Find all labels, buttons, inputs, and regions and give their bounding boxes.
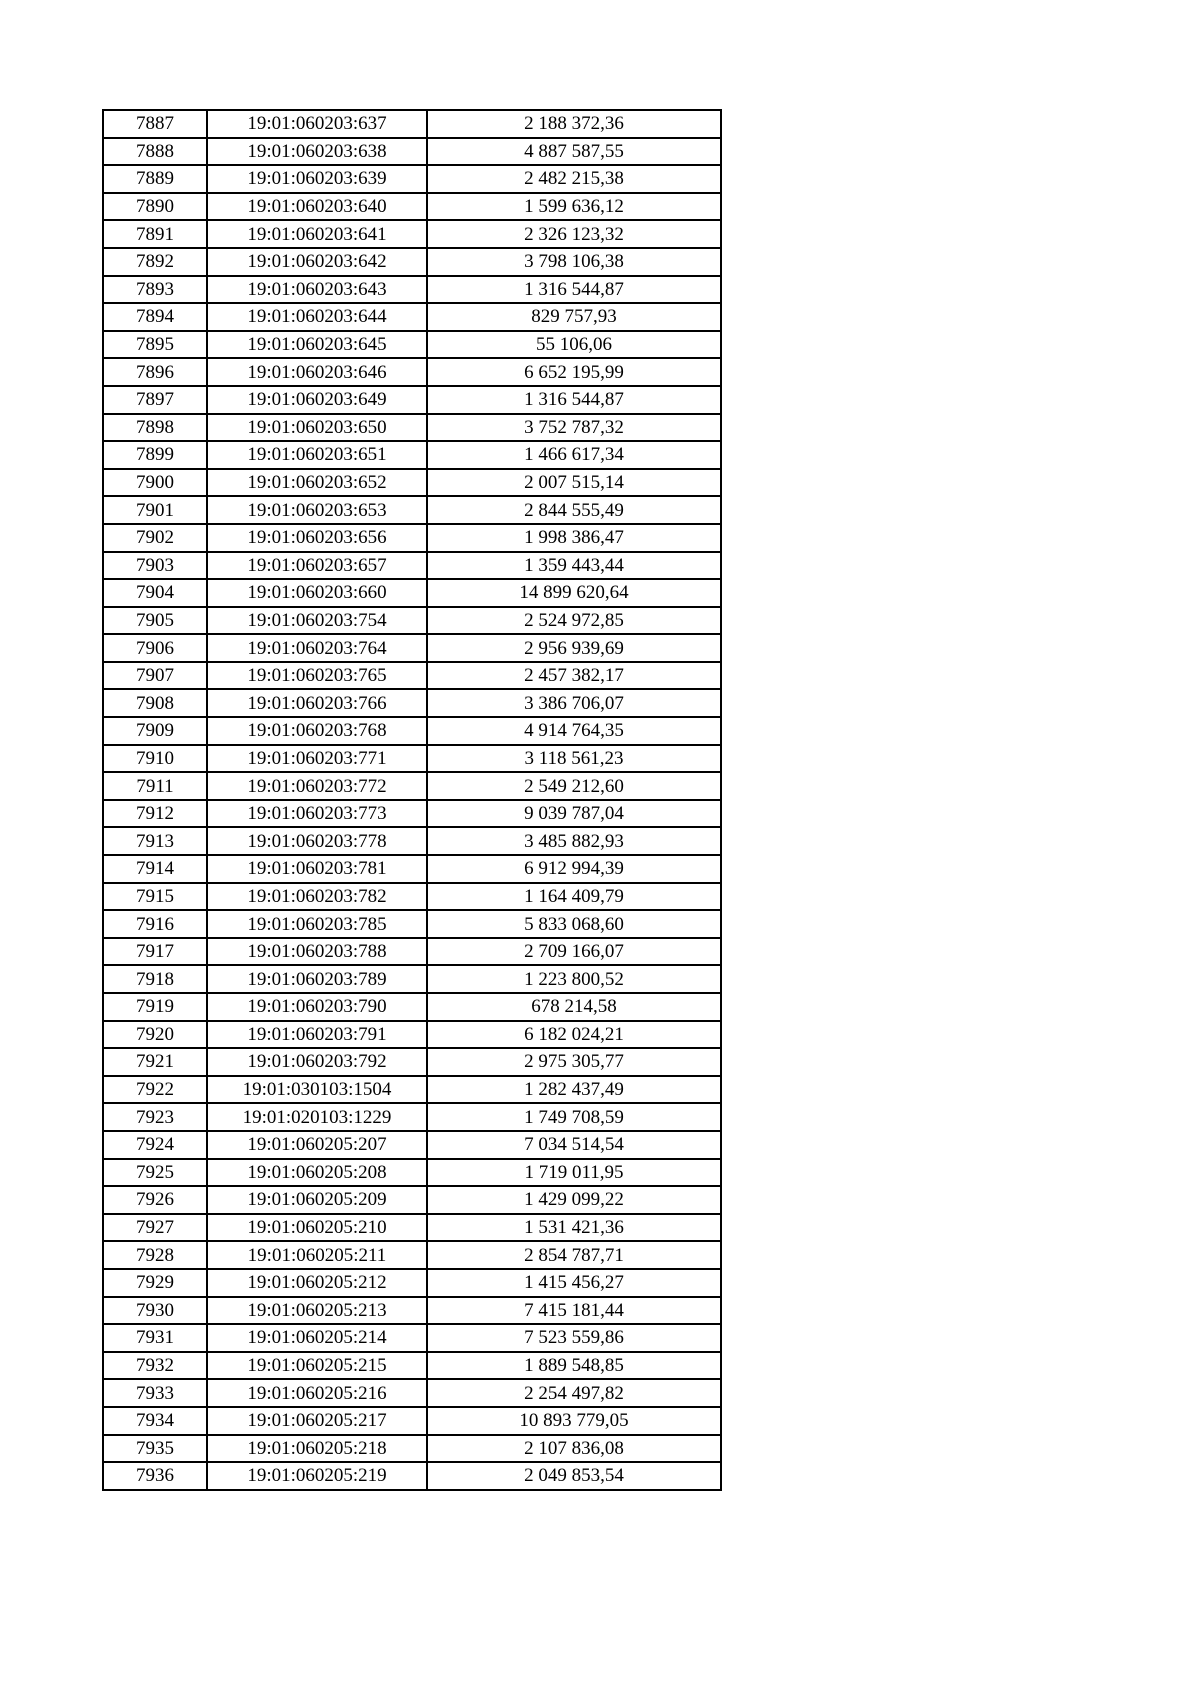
cadastral-value-cell: 1 749 708,59 <box>427 1103 721 1131</box>
cadastral-value-table <box>102 109 722 1491</box>
cadastral-number-cell: 19:01:030103:1504 <box>207 1076 427 1104</box>
row-number-cell: 7930 <box>103 1297 207 1325</box>
cadastral-value-cell: 1 282 437,49 <box>427 1076 721 1104</box>
row-number-cell: 7915 <box>103 883 207 911</box>
cadastral-number-cell: 19:01:060205:208 <box>207 1159 427 1187</box>
cadastral-value-cell: 9 039 787,04 <box>427 800 721 828</box>
table-row <box>103 441 721 469</box>
cadastral-value-cell: 10 893 779,05 <box>427 1407 721 1435</box>
table-row <box>103 938 721 966</box>
row-number-cell: 7917 <box>103 938 207 966</box>
table-row <box>103 579 721 607</box>
cadastral-value-cell: 829 757,93 <box>427 303 721 331</box>
cadastral-value-cell: 2 326 123,32 <box>427 220 721 248</box>
table-row <box>103 1214 721 1242</box>
row-number-cell: 7923 <box>103 1103 207 1131</box>
row-number-cell: 7904 <box>103 579 207 607</box>
cadastral-value-cell: 1 531 421,36 <box>427 1214 721 1242</box>
cadastral-value-cell: 678 214,58 <box>427 993 721 1021</box>
cadastral-number-cell: 19:01:060203:652 <box>207 469 427 497</box>
table-row <box>103 662 721 690</box>
table-row <box>103 386 721 414</box>
row-number-cell: 7903 <box>103 552 207 580</box>
table-row <box>103 910 721 938</box>
table-row <box>103 469 721 497</box>
row-number-cell: 7899 <box>103 441 207 469</box>
cadastral-number-cell: 19:01:060203:637 <box>207 110 427 138</box>
cadastral-number-cell: 19:01:060203:644 <box>207 303 427 331</box>
cadastral-value-cell: 3 118 561,23 <box>427 745 721 773</box>
cadastral-number-cell: 19:01:060203:646 <box>207 358 427 386</box>
table-row <box>103 883 721 911</box>
table-row <box>103 717 721 745</box>
row-number-cell: 7896 <box>103 358 207 386</box>
table-row <box>103 1241 721 1269</box>
cadastral-value-cell: 2 107 836,08 <box>427 1435 721 1463</box>
table-row <box>103 607 721 635</box>
cadastral-number-cell: 19:01:060203:771 <box>207 745 427 773</box>
cadastral-number-cell: 19:01:060203:651 <box>207 441 427 469</box>
cadastral-value-cell: 6 912 994,39 <box>427 855 721 883</box>
row-number-cell: 7906 <box>103 634 207 662</box>
table-row <box>103 1269 721 1297</box>
table-row <box>103 1076 721 1104</box>
cadastral-number-cell: 19:01:060203:791 <box>207 1021 427 1049</box>
row-number-cell: 7931 <box>103 1324 207 1352</box>
cadastral-value-cell: 2 549 212,60 <box>427 772 721 800</box>
table-row <box>103 689 721 717</box>
cadastral-number-cell: 19:01:060205:211 <box>207 1241 427 1269</box>
row-number-cell: 7892 <box>103 248 207 276</box>
row-number-cell: 7888 <box>103 138 207 166</box>
table-row <box>103 634 721 662</box>
cadastral-value-cell: 2 482 215,38 <box>427 165 721 193</box>
cadastral-value-cell: 2 007 515,14 <box>427 469 721 497</box>
table-row <box>103 303 721 331</box>
table-row <box>103 220 721 248</box>
row-number-cell: 7916 <box>103 910 207 938</box>
cadastral-value-cell: 1 429 099,22 <box>427 1186 721 1214</box>
table-row <box>103 1462 721 1490</box>
cadastral-number-cell: 19:01:060203:660 <box>207 579 427 607</box>
cadastral-number-cell: 19:01:060203:789 <box>207 965 427 993</box>
table-row <box>103 138 721 166</box>
cadastral-value-cell: 5 833 068,60 <box>427 910 721 938</box>
cadastral-number-cell: 19:01:060203:638 <box>207 138 427 166</box>
cadastral-value-cell: 2 254 497,82 <box>427 1379 721 1407</box>
cadastral-value-cell: 2 854 787,71 <box>427 1241 721 1269</box>
row-number-cell: 7920 <box>103 1021 207 1049</box>
row-number-cell: 7912 <box>103 800 207 828</box>
table-row <box>103 1159 721 1187</box>
cadastral-value-cell: 2 524 972,85 <box>427 607 721 635</box>
cadastral-number-cell: 19:01:060205:218 <box>207 1435 427 1463</box>
cadastral-number-cell: 19:01:060203:785 <box>207 910 427 938</box>
row-number-cell: 7928 <box>103 1241 207 1269</box>
cadastral-value-cell: 1 889 548,85 <box>427 1352 721 1380</box>
cadastral-value-cell: 1 359 443,44 <box>427 552 721 580</box>
row-number-cell: 7895 <box>103 331 207 359</box>
table-row <box>103 193 721 221</box>
cadastral-number-cell: 19:01:060205:215 <box>207 1352 427 1380</box>
cadastral-number-cell: 19:01:060205:219 <box>207 1462 427 1490</box>
row-number-cell: 7893 <box>103 276 207 304</box>
row-number-cell: 7910 <box>103 745 207 773</box>
table-row <box>103 827 721 855</box>
cadastral-number-cell: 19:01:060203:656 <box>207 524 427 552</box>
table-row <box>103 552 721 580</box>
cadastral-value-cell: 3 752 787,32 <box>427 414 721 442</box>
table-row <box>103 1103 721 1131</box>
cadastral-value-cell: 1 599 636,12 <box>427 193 721 221</box>
cadastral-number-cell: 19:01:060203:792 <box>207 1048 427 1076</box>
cadastral-number-cell: 19:01:060205:209 <box>207 1186 427 1214</box>
row-number-cell: 7921 <box>103 1048 207 1076</box>
table-row <box>103 745 721 773</box>
cadastral-number-cell: 19:01:060203:640 <box>207 193 427 221</box>
table-row <box>103 414 721 442</box>
cadastral-value-cell: 3 386 706,07 <box>427 689 721 717</box>
table-row <box>103 993 721 1021</box>
row-number-cell: 7898 <box>103 414 207 442</box>
row-number-cell: 7934 <box>103 1407 207 1435</box>
table-row <box>103 800 721 828</box>
row-number-cell: 7932 <box>103 1352 207 1380</box>
cadastral-value-cell: 55 106,06 <box>427 331 721 359</box>
cadastral-number-cell: 19:01:020103:1229 <box>207 1103 427 1131</box>
cadastral-number-cell: 19:01:060203:778 <box>207 827 427 855</box>
row-number-cell: 7913 <box>103 827 207 855</box>
cadastral-value-cell: 2 188 372,36 <box>427 110 721 138</box>
row-number-cell: 7897 <box>103 386 207 414</box>
cadastral-value-cell: 1 316 544,87 <box>427 386 721 414</box>
row-number-cell: 7924 <box>103 1131 207 1159</box>
cadastral-number-cell: 19:01:060205:210 <box>207 1214 427 1242</box>
cadastral-value-cell: 2 844 555,49 <box>427 496 721 524</box>
table-row <box>103 248 721 276</box>
cadastral-number-cell: 19:01:060203:645 <box>207 331 427 359</box>
cadastral-number-cell: 19:01:060203:754 <box>207 607 427 635</box>
cadastral-number-cell: 19:01:060203:642 <box>207 248 427 276</box>
cadastral-number-cell: 19:01:060203:657 <box>207 552 427 580</box>
table-row <box>103 524 721 552</box>
table-row <box>103 1021 721 1049</box>
cadastral-value-cell: 2 956 939,69 <box>427 634 721 662</box>
cadastral-number-cell: 19:01:060203:781 <box>207 855 427 883</box>
cadastral-number-cell: 19:01:060205:213 <box>207 1297 427 1325</box>
table-row <box>103 1379 721 1407</box>
row-number-cell: 7889 <box>103 165 207 193</box>
cadastral-number-cell: 19:01:060203:790 <box>207 993 427 1021</box>
cadastral-value-cell: 4 887 587,55 <box>427 138 721 166</box>
cadastral-value-cell: 1 164 409,79 <box>427 883 721 911</box>
cadastral-value-cell: 1 223 800,52 <box>427 965 721 993</box>
cadastral-value-cell: 1 415 456,27 <box>427 1269 721 1297</box>
cadastral-value-cell: 2 975 305,77 <box>427 1048 721 1076</box>
cadastral-value-cell: 6 652 195,99 <box>427 358 721 386</box>
cadastral-number-cell: 19:01:060205:212 <box>207 1269 427 1297</box>
row-number-cell: 7929 <box>103 1269 207 1297</box>
cadastral-value-cell: 1 466 617,34 <box>427 441 721 469</box>
row-number-cell: 7890 <box>103 193 207 221</box>
row-number-cell: 7918 <box>103 965 207 993</box>
cadastral-value-cell: 3 485 882,93 <box>427 827 721 855</box>
table-row <box>103 1131 721 1159</box>
table-row <box>103 965 721 993</box>
table-row <box>103 772 721 800</box>
row-number-cell: 7914 <box>103 855 207 883</box>
cadastral-number-cell: 19:01:060205:214 <box>207 1324 427 1352</box>
cadastral-value-cell: 6 182 024,21 <box>427 1021 721 1049</box>
cadastral-number-cell: 19:01:060203:773 <box>207 800 427 828</box>
table-row <box>103 1407 721 1435</box>
cadastral-value-cell: 3 798 106,38 <box>427 248 721 276</box>
row-number-cell: 7926 <box>103 1186 207 1214</box>
table-row <box>103 1297 721 1325</box>
row-number-cell: 7891 <box>103 220 207 248</box>
row-number-cell: 7887 <box>103 110 207 138</box>
cadastral-value-cell: 7 415 181,44 <box>427 1297 721 1325</box>
cadastral-number-cell: 19:01:060203:643 <box>207 276 427 304</box>
cadastral-value-cell: 7 034 514,54 <box>427 1131 721 1159</box>
cadastral-number-cell: 19:01:060203:782 <box>207 883 427 911</box>
cadastral-number-cell: 19:01:060203:788 <box>207 938 427 966</box>
cadastral-value-cell: 7 523 559,86 <box>427 1324 721 1352</box>
table-row <box>103 276 721 304</box>
cadastral-number-cell: 19:01:060203:764 <box>207 634 427 662</box>
cadastral-value-cell: 14 899 620,64 <box>427 579 721 607</box>
table-row <box>103 110 721 138</box>
cadastral-number-cell: 19:01:060203:766 <box>207 689 427 717</box>
row-number-cell: 7901 <box>103 496 207 524</box>
table-row <box>103 1324 721 1352</box>
cadastral-number-cell: 19:01:060203:649 <box>207 386 427 414</box>
cadastral-number-cell: 19:01:060203:650 <box>207 414 427 442</box>
cadastral-number-cell: 19:01:060205:217 <box>207 1407 427 1435</box>
cadastral-number-cell: 19:01:060203:639 <box>207 165 427 193</box>
table-row <box>103 1048 721 1076</box>
row-number-cell: 7933 <box>103 1379 207 1407</box>
row-number-cell: 7894 <box>103 303 207 331</box>
row-number-cell: 7907 <box>103 662 207 690</box>
row-number-cell: 7909 <box>103 717 207 745</box>
row-number-cell: 7922 <box>103 1076 207 1104</box>
table-row <box>103 1186 721 1214</box>
cadastral-number-cell: 19:01:060203:768 <box>207 717 427 745</box>
cadastral-value-cell: 2 457 382,17 <box>427 662 721 690</box>
table-row <box>103 496 721 524</box>
row-number-cell: 7927 <box>103 1214 207 1242</box>
cadastral-number-cell: 19:01:060205:207 <box>207 1131 427 1159</box>
cadastral-value-cell: 1 719 011,95 <box>427 1159 721 1187</box>
table-row <box>103 1352 721 1380</box>
row-number-cell: 7902 <box>103 524 207 552</box>
cadastral-value-cell: 1 316 544,87 <box>427 276 721 304</box>
cadastral-number-cell: 19:01:060203:772 <box>207 772 427 800</box>
row-number-cell: 7935 <box>103 1435 207 1463</box>
table-body <box>103 110 721 1490</box>
cadastral-number-cell: 19:01:060203:765 <box>207 662 427 690</box>
table-row <box>103 1435 721 1463</box>
row-number-cell: 7919 <box>103 993 207 1021</box>
cadastral-number-cell: 19:01:060203:653 <box>207 496 427 524</box>
cadastral-number-cell: 19:01:060203:641 <box>207 220 427 248</box>
table-row <box>103 358 721 386</box>
row-number-cell: 7900 <box>103 469 207 497</box>
row-number-cell: 7908 <box>103 689 207 717</box>
table-row <box>103 165 721 193</box>
cadastral-value-cell: 1 998 386,47 <box>427 524 721 552</box>
row-number-cell: 7905 <box>103 607 207 635</box>
table-row <box>103 331 721 359</box>
cadastral-number-cell: 19:01:060205:216 <box>207 1379 427 1407</box>
cadastral-value-cell: 4 914 764,35 <box>427 717 721 745</box>
table-row <box>103 855 721 883</box>
row-number-cell: 7936 <box>103 1462 207 1490</box>
cadastral-value-cell: 2 049 853,54 <box>427 1462 721 1490</box>
row-number-cell: 7925 <box>103 1159 207 1187</box>
row-number-cell: 7911 <box>103 772 207 800</box>
cadastral-value-cell: 2 709 166,07 <box>427 938 721 966</box>
